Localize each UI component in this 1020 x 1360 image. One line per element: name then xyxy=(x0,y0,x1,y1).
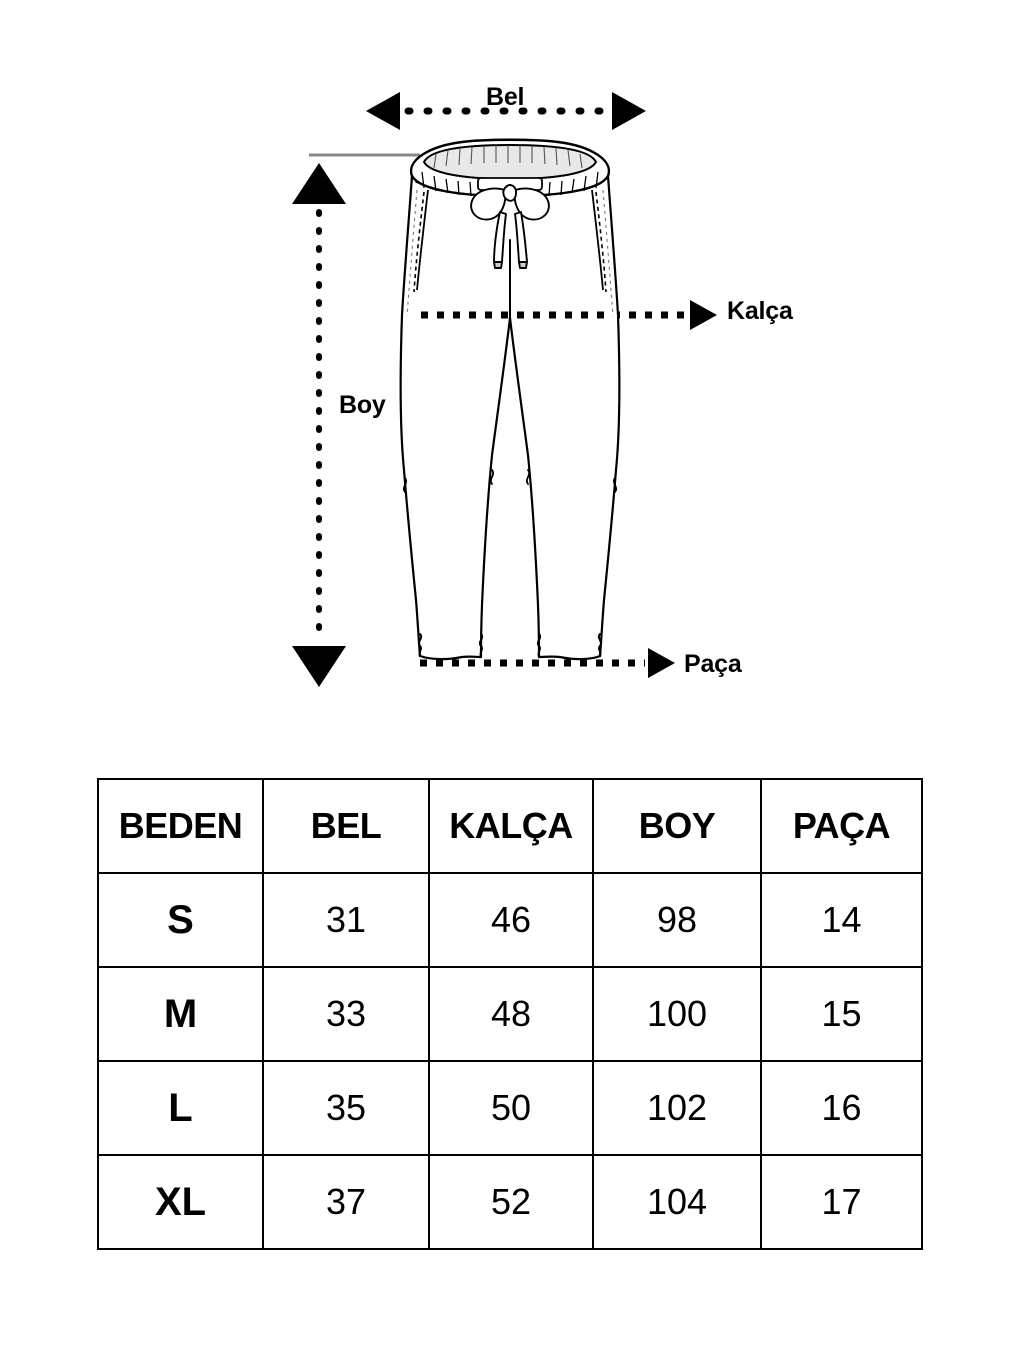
paca-measure-line xyxy=(420,648,675,678)
cell-boy: 100 xyxy=(593,967,761,1061)
cell-paca: 16 xyxy=(761,1061,922,1155)
cell-kalca: 50 xyxy=(429,1061,593,1155)
size-measurement-table xyxy=(97,778,923,1250)
cell-bel: 37 xyxy=(263,1155,429,1249)
cell-bel: 35 xyxy=(263,1061,429,1155)
cell-bel: 33 xyxy=(263,967,429,1061)
cell-paca: 15 xyxy=(761,967,922,1061)
table-row xyxy=(98,1155,922,1249)
paca-label: Paça xyxy=(684,650,742,678)
table-row xyxy=(98,1061,922,1155)
column-header-kalca: KALÇA xyxy=(429,779,593,873)
table-header-row xyxy=(98,779,922,873)
column-header-bel: BEL xyxy=(263,779,429,873)
pants-illustration xyxy=(401,140,620,659)
boy-label: Boy xyxy=(339,391,386,419)
cell-size: L xyxy=(98,1061,263,1155)
table-row xyxy=(98,873,922,967)
cell-kalca: 46 xyxy=(429,873,593,967)
column-header-paca: PAÇA xyxy=(761,779,922,873)
cell-kalca: 52 xyxy=(429,1155,593,1249)
cell-bel: 31 xyxy=(263,873,429,967)
column-header-boy: BOY xyxy=(593,779,761,873)
kalca-measure-line xyxy=(405,300,717,330)
boy-measure-arrow xyxy=(292,163,346,687)
cell-boy: 104 xyxy=(593,1155,761,1249)
cell-size: M xyxy=(98,967,263,1061)
cell-kalca: 48 xyxy=(429,967,593,1061)
cell-paca: 14 xyxy=(761,873,922,967)
bel-label: Bel xyxy=(486,83,525,111)
cell-paca: 17 xyxy=(761,1155,922,1249)
kalca-label: Kalça xyxy=(727,297,793,325)
cell-size: XL xyxy=(98,1155,263,1249)
cell-size: S xyxy=(98,873,263,967)
table-row xyxy=(98,967,922,1061)
column-header-beden: BEDEN xyxy=(98,779,263,873)
cell-boy: 98 xyxy=(593,873,761,967)
cell-boy: 102 xyxy=(593,1061,761,1155)
